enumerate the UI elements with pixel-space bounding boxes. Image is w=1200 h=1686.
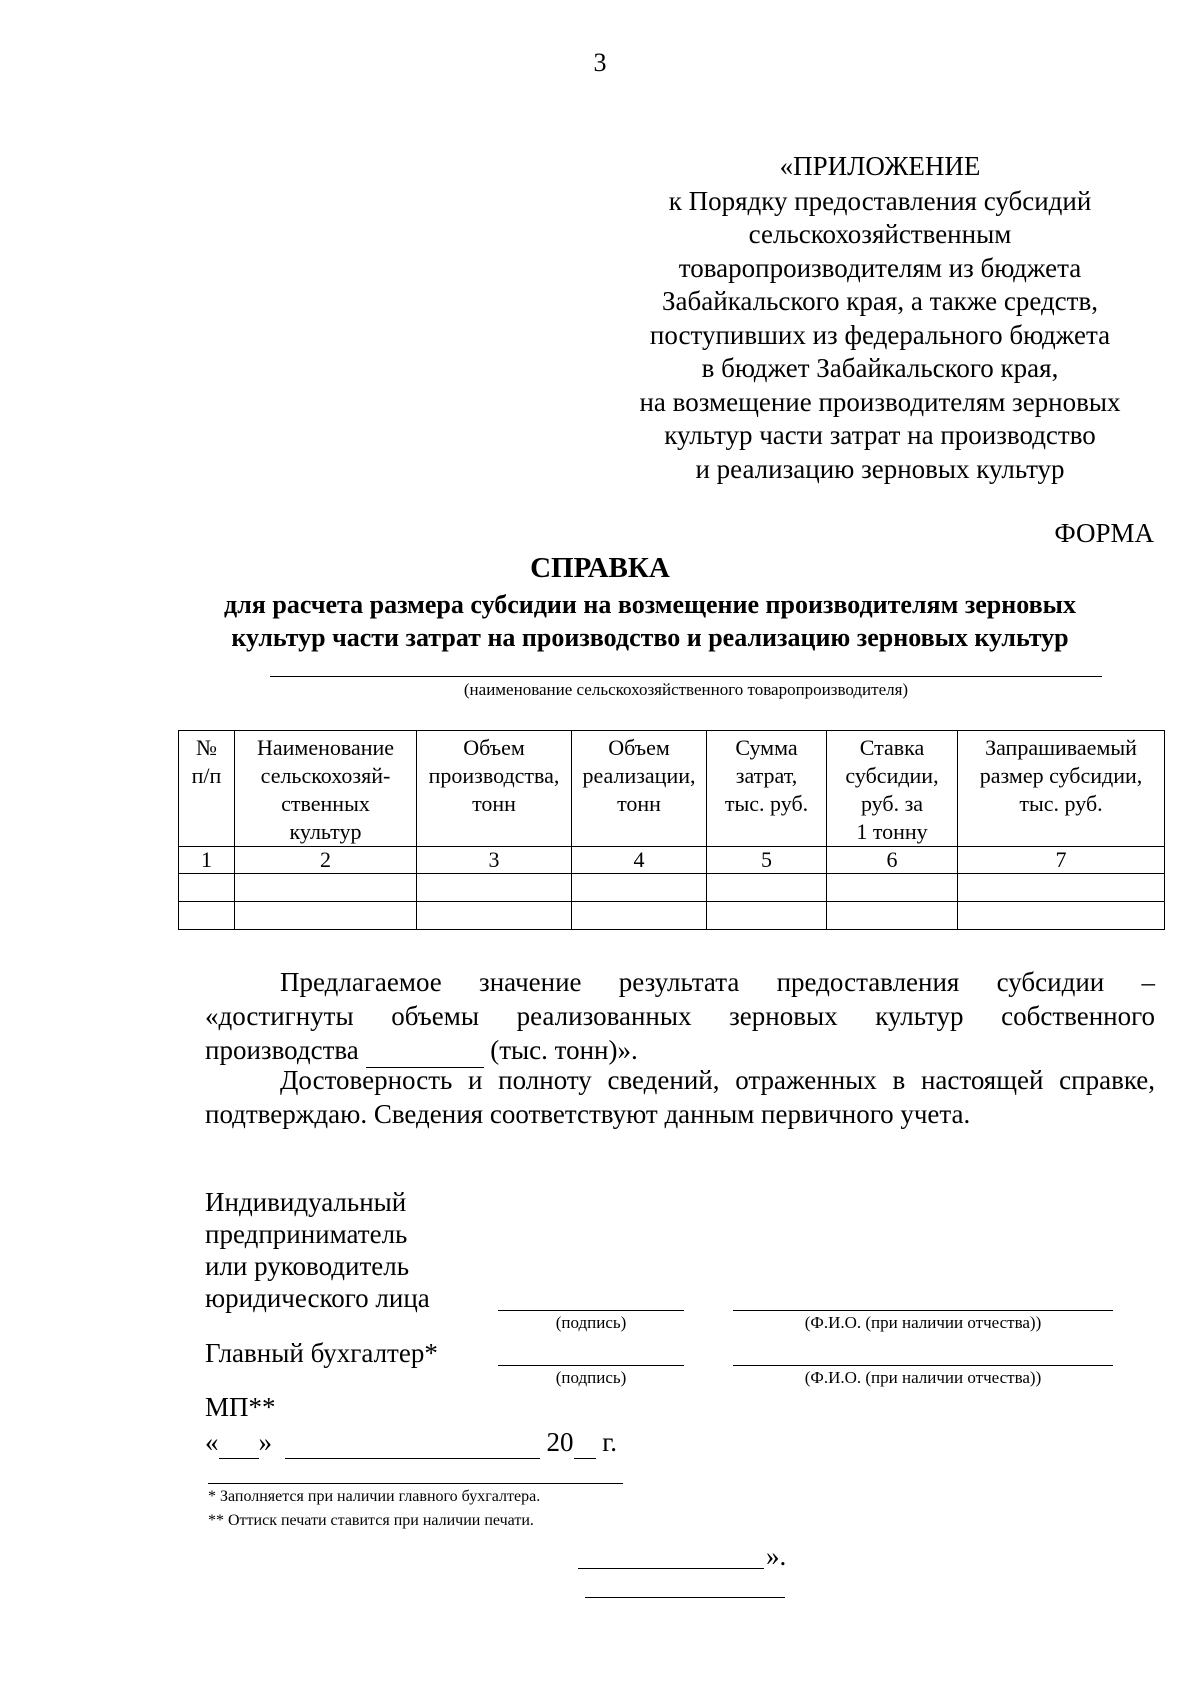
footnote-divider [208, 1483, 623, 1484]
table-row [179, 902, 1165, 930]
date-line: « » 20 г. [205, 1427, 618, 1457]
paragraph-line: производства (тыс. тонн)». [205, 1033, 1155, 1068]
table-cell[interactable] [179, 874, 235, 902]
column-number: 5 [707, 847, 827, 874]
form-label: ФОРМА [1054, 518, 1154, 548]
footnote: * Заполняется при наличии главного бухгалтера. [208, 1488, 541, 1505]
header-text: сельскохозяй- [260, 763, 391, 788]
subtitle-line: культур части затрат на производство и реализацию зерновых культур [231, 623, 1069, 652]
producer-name-field[interactable] [270, 676, 1102, 677]
appendix-line: и реализацию зерновых культур [695, 453, 1065, 484]
column-number: 3 [417, 847, 572, 874]
subtitle-line: для расчета размера субсидии на возмещение производителям зерновых [224, 590, 1076, 619]
paragraph-line: «достигнуты объемы реализованных зерновых культур собственного [205, 1001, 1156, 1031]
closing-quote: ». [766, 1541, 787, 1571]
header-cell [417, 731, 572, 847]
header-text: руб. за [860, 791, 924, 816]
table-cell[interactable] [235, 902, 417, 930]
paragraph-line: Предлагаемое значение результата предоставления субсидии – [280, 967, 1155, 997]
header-text: тонн [472, 791, 516, 816]
table-cell[interactable] [572, 902, 707, 930]
header-text: Объем [608, 735, 670, 760]
accountant-name-field[interactable] [733, 1365, 1113, 1366]
header-text: тыс. руб. [1019, 791, 1103, 816]
signature-caption: (подпись) [555, 1313, 627, 1332]
header-text: Объем [463, 735, 525, 760]
table-header-row [179, 731, 1165, 847]
header-text: № [196, 735, 217, 760]
header-text: производства, [428, 763, 560, 788]
header-text: Наименование [256, 735, 395, 760]
appendix-line: Забайкальского края, а также средств, [662, 286, 1098, 316]
appendix-heading: «ПРИЛОЖЕНИЕ [779, 151, 981, 181]
header-text: Сумма [735, 735, 798, 760]
page-number: 3 [593, 48, 607, 77]
appendix-line: в бюджет Забайкальского края, [701, 353, 1059, 383]
header-cell [235, 731, 417, 847]
column-number: 6 [827, 847, 958, 874]
appendix-line: товаропроизводителям из бюджета [678, 252, 1082, 283]
signature-caption: (подпись) [555, 1368, 627, 1387]
head-name-field[interactable] [733, 1310, 1113, 1311]
chief-accountant-label: Главный бухгалтер* [205, 1338, 438, 1368]
appendix-line: сельскохозяйственным [748, 219, 1012, 249]
header-text: затрат, [735, 763, 798, 788]
header-text: п/п [191, 763, 222, 788]
paragraph-line: Достоверность и полноту сведений, отраженных в настоящей справке, [280, 1065, 1155, 1095]
name-caption: (Ф.И.О. (при наличии отчества)) [804, 1368, 1042, 1387]
document-subtitle [150, 588, 1150, 654]
header-cell [572, 731, 707, 847]
head-signatory-label: Индивидуальный предприниматель или руководитель юридического лица [205, 1187, 430, 1313]
table-cell[interactable] [958, 874, 1165, 902]
bottom-divider [585, 1597, 785, 1598]
table-cell[interactable] [707, 874, 827, 902]
table-cell[interactable] [179, 902, 235, 930]
paragraph-line: подтверждаю. Сведения соответствуют данным первичного учета. [205, 1099, 971, 1129]
date-year-field[interactable] [574, 1427, 596, 1459]
header-text: тыс. руб. [724, 791, 809, 816]
stamp-place-label: МП** [205, 1392, 276, 1422]
footnote: ** Оттиск печати ставится при наличии печати. [208, 1512, 534, 1529]
table-cell[interactable] [572, 874, 707, 902]
name-caption: (Ф.И.О. (при наличии отчества)) [804, 1313, 1042, 1332]
result-paragraph [205, 965, 1155, 1068]
accountant-signature-field[interactable] [498, 1365, 684, 1366]
header-cell [179, 731, 235, 847]
table-cell[interactable] [417, 874, 572, 902]
header-text: размер субсидии, [979, 763, 1143, 788]
header-cell [827, 731, 958, 847]
table-row [179, 874, 1165, 902]
date-month-field[interactable] [285, 1427, 540, 1459]
confirmation-paragraph [205, 1063, 1155, 1131]
appendix-line: поступивших из федерального бюджета [649, 319, 1111, 350]
head-signature-field[interactable] [498, 1310, 684, 1311]
appendix-block [600, 150, 1160, 486]
header-text: реализации, [582, 763, 696, 788]
header-text: Ставка [859, 735, 925, 760]
header-text: ственных [281, 791, 370, 816]
header-cell [707, 731, 827, 847]
appendix-line: культур части затрат на производство [664, 420, 1096, 450]
column-number: 2 [235, 847, 417, 874]
column-number: 4 [572, 847, 707, 874]
header-text: тонн [617, 791, 661, 816]
table-cell[interactable] [827, 902, 958, 930]
header-text: 1 тонну [856, 819, 928, 844]
table-cell[interactable] [417, 902, 572, 930]
producer-name-caption: (наименование сельскохозяйственного товаропроизводителя) [463, 680, 909, 699]
subsidy-table [178, 730, 1165, 930]
header-text: культур [289, 819, 362, 844]
table-cell[interactable] [235, 874, 417, 902]
column-number: 7 [958, 847, 1165, 874]
header-cell [958, 731, 1165, 847]
column-number-row [179, 847, 1165, 874]
closing-blank-line [578, 1568, 764, 1569]
date-day-field[interactable] [219, 1427, 259, 1459]
header-text: Запрашиваемый [985, 735, 1137, 760]
appendix-line: к Порядку предоставления субсидий [668, 185, 1092, 216]
header-text: субсидии, [845, 763, 939, 788]
table-cell[interactable] [707, 902, 827, 930]
column-number: 1 [179, 847, 235, 874]
table-cell[interactable] [958, 902, 1165, 930]
appendix-line: на возмещение производителям зерновых [639, 386, 1121, 417]
table-cell[interactable] [827, 874, 958, 902]
document-title: СПРАВКА [530, 552, 670, 584]
